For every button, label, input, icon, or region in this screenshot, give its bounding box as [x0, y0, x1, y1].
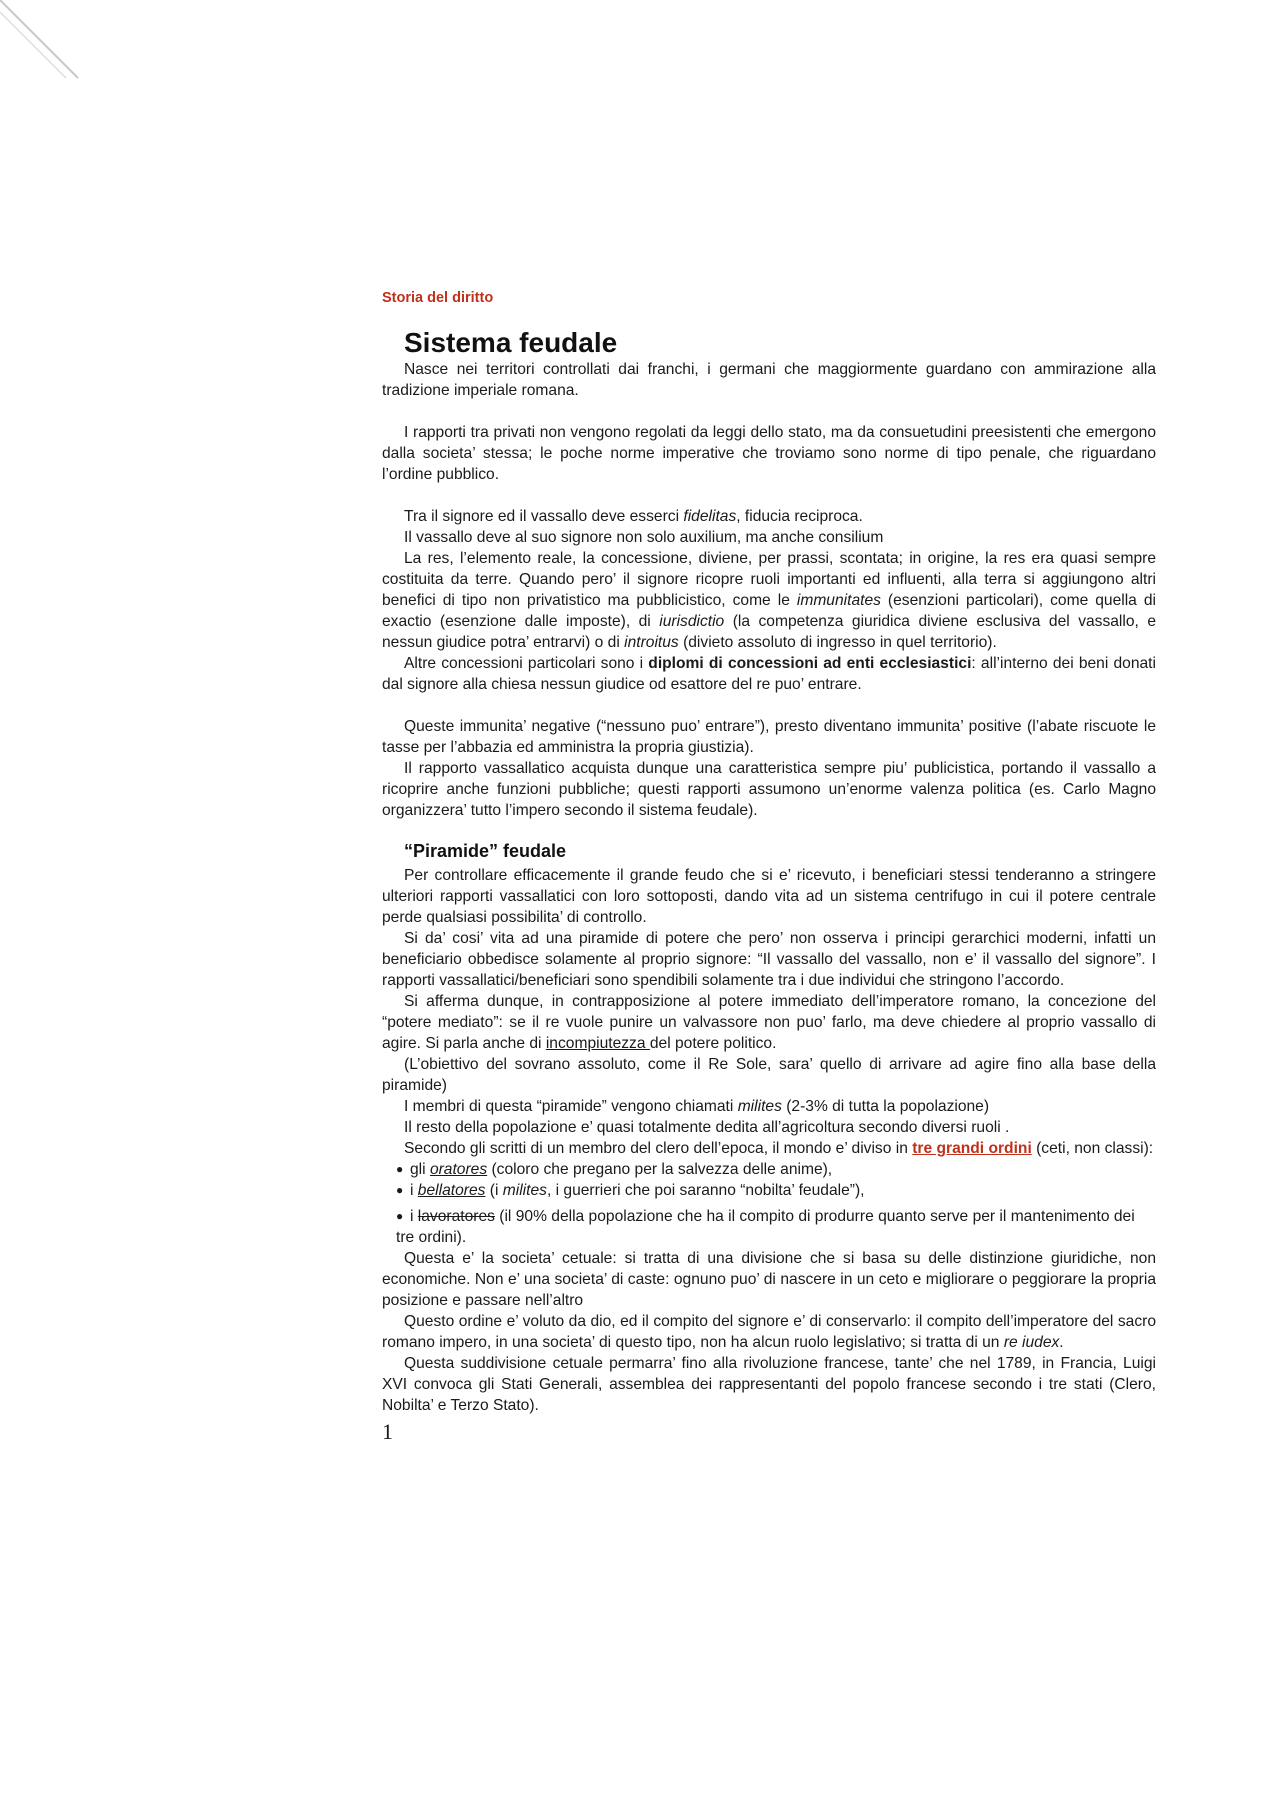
paragraph: I rapporti tra privati non vengono regolati da leggi dello stato, ma da consuetudini preesistenti che emergono dalla societa’ stessa; le poche norme imperative che troviamo sono norme di tipo penale, che riguardano l’ordine pubblico. [382, 424, 1156, 483]
paragraph: Il rapporto vassallatico acquista dunque una caratteristica sempre piu’ publicistica, portando il vassallo a ricoprire anche funzioni pubbliche; questi rapporti assumono un’enorme valenza politica (es. Carlo Magno organizzera’ tutto l’impero secondo il sistema feudale). [382, 760, 1156, 819]
paragraph: Il resto della popolazione e’ quasi totalmente dedita all’agricoltura secondo diversi ruoli . [404, 1119, 1010, 1136]
term-oratores: oratores [429, 1161, 488, 1178]
term-immunitates: immunitates [796, 592, 881, 609]
list-item: ● gli oratores (coloro che pregano per la salvezza delle anime), [396, 1161, 833, 1178]
paragraph: Si da’ cosi’ vita ad una piramide di potere che pero’ non osserva i principi gerarchici moderni, infatti un beneficiario obbedisce solamente al proprio signore: “Il vassallo del vassallo, non e’ il vassallo del signore”. I rapporti vassallatici/beneficiari sono spendibili solamente tra i due individui che stringono l’accordo. [382, 930, 1156, 989]
paragraph: (L’obiettivo del sovrano assoluto, come il Re Sole, sara’ quello di arrivare ad agire fino alla base della piramide) [382, 1056, 1156, 1094]
list-item: ● i lavoratores (il 90% della popolazione che ha il compito di produrre quanto serve per il mantenimento dei tre ordini). [396, 1208, 1135, 1246]
paragraph: Si afferma dunque, in contrapposizione al potere immediato dell’imperatore romano, la concezione del “potere mediato”: se il re vuole punire un valvassore non puo’ farlo, ma deve chiedere al proprio vassallo di agire. Si parla anche di incompiutezza del potere politico. [382, 993, 1156, 1052]
bullet-icon: ● [396, 1183, 404, 1197]
term-lavoratores: lavoratores [417, 1208, 495, 1225]
bullet-icon: ● [396, 1209, 404, 1223]
bold-term: diplomi di concessioni ad enti ecclesiastici [648, 655, 972, 672]
paragraph: Nasce nei territori controllati dai franchi, i germani che maggiormente guardano con ammirazione alla tradizione imperiale romana. [382, 361, 1156, 399]
paragraph: Il vassallo deve al suo signore non solo auxilium, ma anche consilium [404, 529, 884, 546]
paragraph: Questa suddivisione cetuale permarra’ fino alla rivoluzione francese, tante’ che nel 1789, in Francia, Luigi XVI convoca gli Stati Generali, assemblea dei rappresentanti del popolo francese secondo i tre stati (Clero, Nobilta’ e Terzo Stato). [382, 1355, 1156, 1414]
paragraph: I membri di questa “piramide” vengono chiamati milites (2-3% di tutta la popolazione) [404, 1098, 990, 1115]
header-subject: Storia del diritto [382, 290, 494, 306]
page-title: Sistema feudale [404, 327, 618, 358]
paragraph: Per controllare efficacemente il grande feudo che si e’ ricevuto, i beneficiari stessi tenderanno a stringere ulteriori rapporti vassallatici con loro sottoposti, dando vita ad un sistema centrifugo in cui il potere centrale perde qualsiasi possibilita’ di controllo. [382, 867, 1156, 926]
page-corner-mark [0, 0, 80, 80]
term-fidelitas: fidelitas [683, 508, 737, 525]
paragraph: Questo ordine e’ voluto da dio, ed il compito del signore e’ di conservarlo: il compito dell’imperatore del sacro romano impero, in una societa’ di questo tipo, non ha alcun ruolo legislativo; si tratta di un re iudex. [382, 1313, 1156, 1351]
paragraph: Questa e’ la societa’ cetuale: si tratta di una divisione che si basa su delle distinzione giuridiche, non economiche. Non e’ una societa’ di caste: ognuno puo’ di nascere in un ceto e migliorare o peggiorare la propria posizione e passare nell’altro [382, 1250, 1156, 1309]
document-page [382, 288, 1156, 1444]
link-tre-grandi-ordini[interactable]: tre grandi ordini [912, 1140, 1032, 1157]
term-milites: milites [737, 1098, 782, 1115]
term-re-iudex: re iudex [1003, 1334, 1060, 1351]
page-number: 1 [382, 1419, 393, 1444]
section-heading: “Piramide” feudale [404, 841, 567, 861]
term-milites: milites [502, 1182, 547, 1199]
paragraph: Queste immunita’ negative (“nessuno puo’ entrare”), presto diventano immunita’ positive (l’abate riscuote le tasse per l’abbazia ed amministra la propria giustizia). [382, 718, 1156, 756]
paragraph: Tra il signore ed il vassallo deve esserci fidelitas, fiducia reciproca. [404, 508, 863, 525]
bullet-icon: ● [396, 1162, 404, 1176]
term-bellatores: bellatores [417, 1182, 486, 1199]
underlined-term: incompiutezza [545, 1035, 650, 1052]
paragraph: Altre concessioni particolari sono i diplomi di concessioni ad enti ecclesiastici: all’interno dei beni donati dal signore alla chiesa nessun giudice od esattore del re puo’ entrare. [382, 655, 1156, 693]
paragraph: La res, l’elemento reale, la concessione, diviene, per prassi, scontata; in origine, la res era quasi sempre costituita da terre. Quando pero’ il signore ricopre ruoli importanti ed influenti, alla terra si aggiungono altri benefici di tipo non privatistico ma pubblicistico, come le immunitates (esenzioni particolari), come quella di exactio (esenzione dalle imposte), di iurisdictio (la competenza giuridica diviene esclusiva del vassallo, e nessun giudice potra’ entrarvi) o di introitus (divieto assoluto di ingresso in quel territorio). [382, 550, 1156, 651]
orders-list [382, 1159, 1156, 1248]
term-iurisdictio: iurisdictio [659, 613, 725, 630]
list-item: ● i bellatores (i milites, i guerrieri che poi saranno “nobilta’ feudale”), [396, 1182, 865, 1199]
term-introitus: introitus [624, 634, 679, 651]
paragraph: Secondo gli scritti di un membro del clero dell’epoca, il mondo e’ diviso in tre grandi ordini (ceti, non classi): [404, 1140, 1154, 1157]
